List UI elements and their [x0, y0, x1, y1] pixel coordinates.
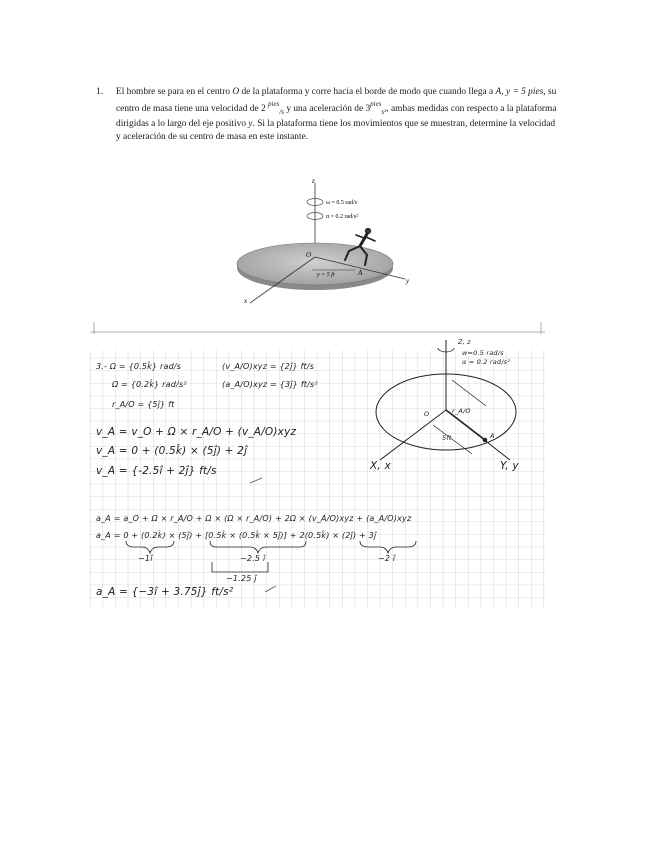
distance-label: y = 5 ft — [317, 272, 335, 278]
alpha-vector: Ω̇ = {0.2k̂} rad/s² — [112, 380, 187, 389]
alpha-label: α = 0.2 rad/s² — [326, 214, 358, 220]
term-4-result: −1.25 ĵ — [226, 574, 257, 583]
sketch-5ft-label: 5ft — [442, 434, 452, 442]
omega-label: ω = 0.5 rad/s — [326, 200, 357, 206]
velocity-equation: v_A = v_O + Ω × r_A/O + (v_A/O)xyz — [96, 426, 297, 438]
sketch-a-label: A — [490, 432, 495, 440]
platform-figure — [220, 175, 420, 310]
alpha-note: α = 0.2 rad/s² — [462, 358, 511, 366]
position-vector: r_A/O = {5ĵ} ft — [112, 400, 175, 409]
axis-z-label: Z, z — [458, 338, 471, 346]
sketch-y-label: Y, y — [500, 460, 519, 472]
handwritten-solution — [90, 320, 545, 610]
acceleration-equation: a_A = a_O + Ω̇ × r_A/O + Ω × (Ω × r_A/O) + 2Ω × (v_A/O)xyz + (a_A/O)xyz — [96, 514, 412, 523]
problem-statement — [96, 86, 558, 143]
problem-number: 1. — [96, 87, 104, 97]
velocity-substitution: v_A = 0 + (0.5k̂) × (5ĵ) + 2ĵ — [96, 445, 248, 457]
x-label: x — [244, 297, 248, 305]
sketch-x-label: X, x — [370, 460, 391, 472]
platform-drawing — [220, 175, 420, 310]
platform — [237, 243, 393, 285]
omega-note: w=0.5 rad/s — [462, 349, 504, 357]
sketch-r-label: r_A/O — [452, 407, 471, 415]
z-label: z — [312, 177, 315, 185]
term-2-result: −2.5 î — [240, 554, 266, 563]
relative-velocity: (v_A/O)xyz = {2ĵ} ft/s — [222, 362, 315, 371]
relative-acceleration: (a_A/O)xyz = {3ĵ} ft/s² — [222, 380, 318, 389]
acceleration-result: a_A = {−3î + 3.75ĵ} ft/s² — [96, 586, 234, 598]
problem-text: El hombre se para en el centro O de la plataforma y corre hacia el borde de modo que cuando llega a A, y = 5 pies, su centro de masa tiene una velocidad de 2 $^{pies}_{/s}$ y una aceleración de $3^{pies}_{s^2}$, ambas medidas con respecto a la plataforma dirigidas a lo largo del eje positivo y. Si la plataforma tiene los movimientos que se muestran, determine la velocidad y aceleración de su centro de masa en este instante. — [116, 87, 557, 142]
term-1-result: −1î — [138, 554, 153, 563]
point-a-label: A — [358, 269, 363, 277]
origin-label: O — [306, 251, 312, 259]
term-3-result: −2 î — [378, 554, 396, 563]
acceleration-substitution: a_A = 0 + (0.2k̂) × (5ĵ) + [0.5k̂ × (0.5k̂ × 5ĵ)] + 2(0.5k̂) × (2ĵ) + 3ĵ — [96, 531, 377, 540]
sketch-point-a — [483, 438, 488, 443]
velocity-result: v_A = {-2.5î + 2ĵ} ft/s — [96, 465, 217, 477]
omega-vector: 3.- Ω = {0.5k̂} rad/s — [96, 362, 182, 371]
y-label: y — [406, 277, 410, 285]
sketch-o-label: O — [424, 410, 430, 418]
